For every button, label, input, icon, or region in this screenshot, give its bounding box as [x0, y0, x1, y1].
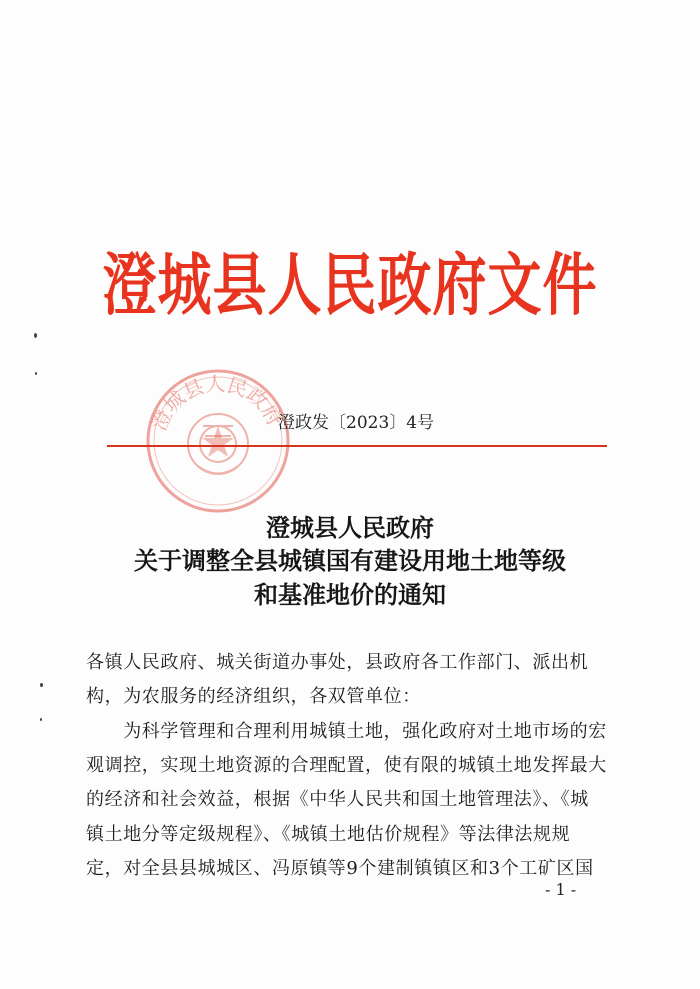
- red-divider-line: [107, 445, 607, 447]
- document-number: 澄政发〔2023〕4号: [278, 413, 435, 433]
- document-title-line-3: 和基准地价的通知: [254, 580, 446, 609]
- document-title-line-2: 关于调整全县城镇国有建设用地土地等级: [134, 546, 566, 575]
- body-line: 为科学管理和合理利用城镇土地，强化政府对土地市场的宏: [86, 721, 607, 742]
- scan-speck: [34, 333, 37, 338]
- document-title-line-1: 澄城县人民政府: [266, 513, 434, 542]
- body-line: 构，为农服务的经济组织，各双管单位：: [86, 686, 421, 707]
- scan-speck: [40, 683, 43, 687]
- body-line: 观调控，实现土地资源的合理配置，使有限的城镇土地发挥最大: [86, 755, 607, 776]
- body-line: 定，对全县县城城区、冯原镇等9个建制镇镇区和3个工矿区国: [86, 858, 594, 879]
- body-line: 的经济和社会效益，根据《中华人民共和国土地管理法》、《城: [86, 789, 589, 810]
- body-line: 镇土地分等定级规程》、《城镇土地估价规程》等法律法规规: [86, 824, 571, 845]
- body-line: 各镇人民政府、城关街道办事处，县政府各工作部门、派出机: [86, 652, 589, 673]
- svg-text:澄城县人民政府: 澄城县人民政府: [146, 371, 288, 435]
- scan-speck: [40, 718, 42, 721]
- official-seal-icon: [143, 366, 293, 516]
- issuer-header-title: 澄城县人民政府文件: [102, 244, 598, 325]
- page-number: - 1 -: [545, 880, 577, 899]
- scan-speck: [35, 372, 37, 375]
